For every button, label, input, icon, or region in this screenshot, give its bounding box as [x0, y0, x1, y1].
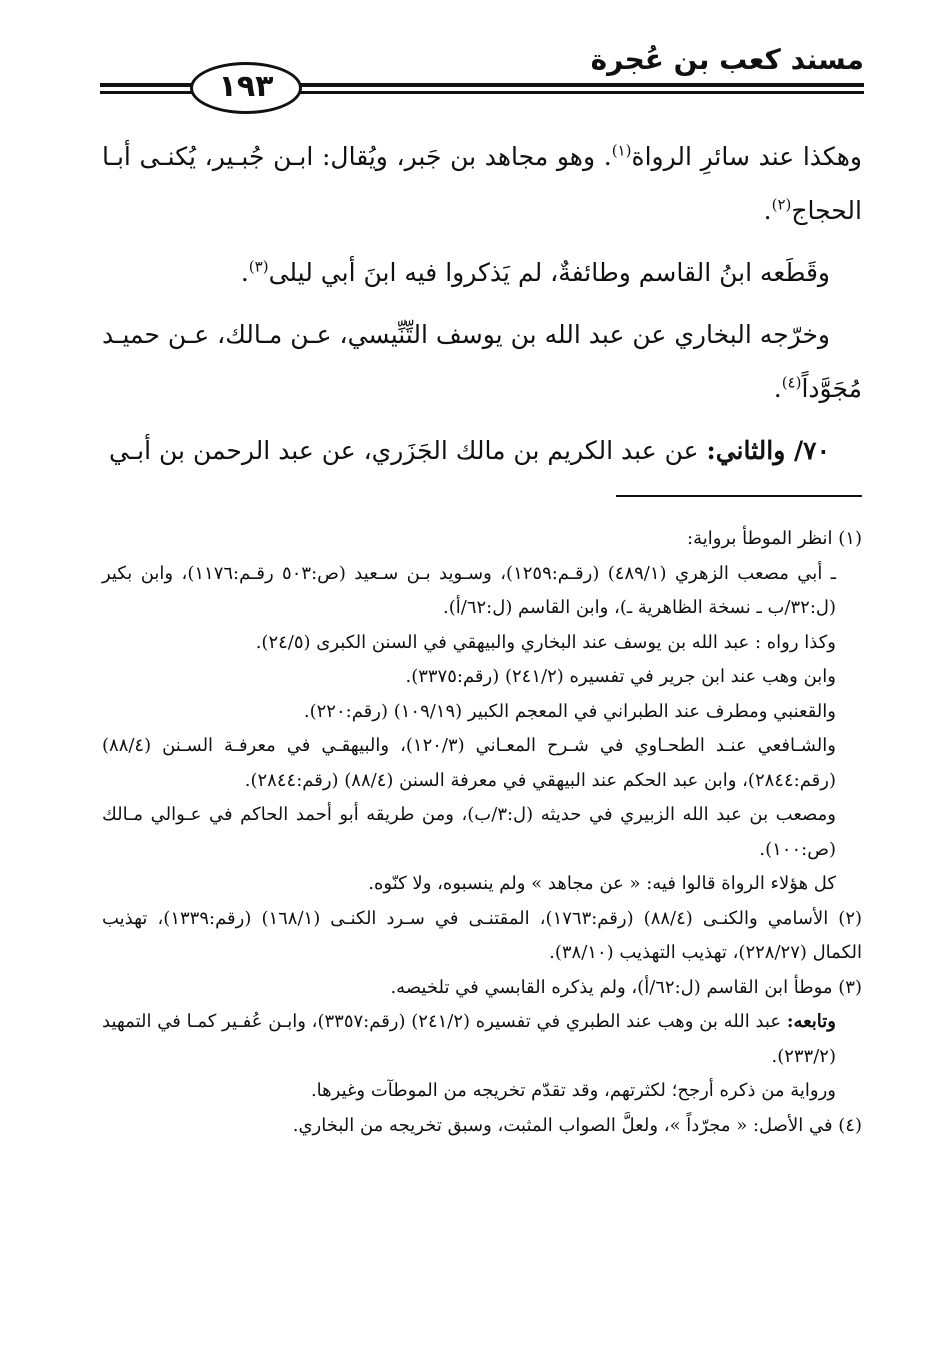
footnotes: [102, 522, 862, 1143]
paragraph-2-text: وقَطَعه ابنُ القاسم وطائفةٌ، لم يَذكروا فيه ابنَ أبي ليلى: [268, 258, 830, 287]
footnote-3-line: ورواية من ذكره أرجح؛ لكثرتهم، وقد تقدّم تخريجه من الموطآت وغيرها.: [310, 1080, 836, 1101]
footnote-4: (٤) في الأصل: « مجرّداً »، ولعلَّ الصواب المثبت، وسبق تخريجه من البخاري.: [292, 1114, 862, 1136]
paragraph-3: [102, 308, 862, 416]
paragraph-1-text-cont: . وهو مجاهد بن جَبر، ويُقال: ابـن جُبـير، يُكنـى أبـا الحجاج: [102, 142, 862, 225]
footnote-1-line: ـ أبي مصعب الزهري (٤٨٩/١) (رقـم:١٢٥٩)، وسـويد بـن سـعيد (ص:٥٠٣ رقـم:١١٧٦)، وابن بكير (ل:٣٢/ب ـ نسخة الظاهرية ـ)، وابن القاسم (ل:٦٢/أ).: [102, 562, 836, 618]
footnote-ref-4[interactable]: (٤): [781, 373, 802, 392]
paragraph-1-end: .: [763, 196, 772, 225]
paragraph-4: [102, 424, 862, 478]
paragraph-1-text: وهكذا عند سائرِ الرواة: [631, 142, 862, 171]
hadith-number: ٧٠/ والثاني:: [706, 436, 830, 465]
running-title: مسند كعب بن عُجرة: [590, 43, 864, 76]
footnote-separator: [616, 495, 862, 497]
paragraph-3-end: .: [773, 374, 782, 403]
paragraph-2: [102, 246, 862, 300]
footnote-3-line: [102, 1005, 862, 1074]
footnote-1-line: وكذا رواه : عبد الله بن يوسف عند البخاري والبيهقي في السنن الكبرى (٢٤/٥).: [255, 631, 836, 653]
paragraph-4-text: عن عبد الكريم بن مالك الجَزَري، عن عبد الرحمن بن أبـي: [109, 436, 707, 465]
footnote-1-line: وابن وهب عند ابن جرير في تفسيره (٢٤١/٢) (رقم:٣٣٧٥).: [405, 666, 836, 687]
footnote-ref-3[interactable]: (٣): [248, 257, 269, 276]
footnote-1-line: كل هؤلاء الرواة قالوا فيه: « عن مجاهد » ولم ينسبوه، ولا كنّوه.: [368, 873, 836, 894]
footnote-2: (٢) الأسامي والكنـى (٨٨/٤) (رقم:١٧٦٣)، المقتنـى في سـرد الكنـى (١٦٨/١) (رقم:١٣٣٩)، تهذيب الكمال (٢٢٨/٢٧)، تهذيب التهذيب (٣٨/١٠).: [102, 907, 863, 963]
footnote-1-line: والقعنبي ومطرف عند الطبراني في المعجم الكبير (١٠٩/١٩) (رقم:٢٢٠).: [303, 700, 836, 722]
footnote-ref-2[interactable]: (٢): [771, 195, 792, 214]
paragraph-1: [102, 130, 862, 238]
footnote-3-text: عبد الله بن وهب عند الطبري في تفسيره (٢٤١/٢) (رقم:٣٣٥٧)، وابـن عُفـير كمـا في التمهيد (٢٣٣/٢).: [102, 1011, 836, 1067]
paragraph-3-text: وخرّجه البخاري عن عبد الله بن يوسف التِّنِّيسي، عـن مـالك، عـن حميـد مُجَوَّداً: [102, 320, 862, 403]
footnote-3-bold: وتابعه:: [786, 1011, 836, 1032]
main-text: [102, 130, 862, 486]
footnote-3-heading: (٣) موطأ ابن القاسم (ل:٦٢/أ)، ولم يذكره القابسي في تلخيصه.: [390, 976, 862, 998]
footnote-1-line: ومصعب بن عبد الله الزبيري في حديثه (ل:٣/ب)، ومن طريقه أبو أحمد الحاكم في عـوالي مـالك (ص:١٠٠).: [102, 804, 836, 860]
footnote-1-line: والشـافعي عنـد الطحـاوي في شـرح المعـاني (١٢٠/٣)، والبيهقـي في معرفـة السـنن (٨٨/٤) (رقم:٢٨٤٤)، وابن عبد الحكم عند البيهقي في معرفة السنن (٨٨/٤) (رقم:٢٨٤٤).: [102, 735, 836, 791]
footnote-ref-1[interactable]: (١): [611, 141, 632, 160]
footnote-1-heading: (١) انظر الموطأ برواية:: [687, 528, 862, 549]
paragraph-2-end: .: [240, 258, 249, 287]
page-number: ١٩٣: [190, 62, 302, 114]
